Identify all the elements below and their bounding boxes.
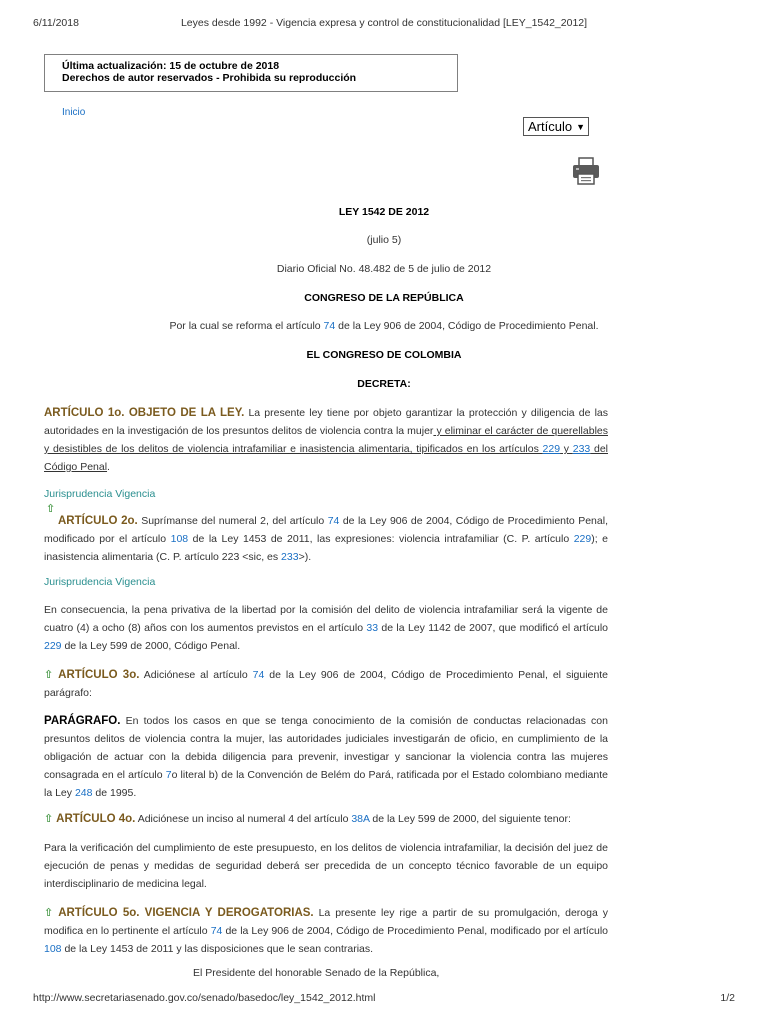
article-108-link[interactable]: 108: [170, 533, 189, 545]
article-74-link[interactable]: 74: [323, 320, 336, 332]
enactor-heading: EL CONGRESO DE COLOMBIA: [306, 349, 462, 361]
home-link[interactable]: Inicio: [62, 107, 86, 118]
article-1-heading: ARTÍCULO 1o. OBJETO DE LA LEY.: [44, 407, 245, 419]
update-notice-box: [44, 54, 458, 92]
up-arrow-icon[interactable]: ⇧: [44, 813, 54, 825]
article-33-link[interactable]: 33: [366, 622, 379, 634]
law-248-link[interactable]: 248: [74, 787, 93, 799]
article-233-link[interactable]: 233: [572, 443, 591, 455]
law-date: (julio 5): [366, 234, 402, 246]
article-74-link[interactable]: 74: [327, 515, 340, 527]
article-2: ARTÍCULO 2o. Suprímanse del numeral 2, del artículo 74 de la Ley 906 de 2004, Código de Procedimiento Penal, modificado por el artículo 108 de la Ley 1453 de 2011, las expresiones: violencia intrafamiliar (C. P. artículo 229); e inasistencia alimentaria (C. P. artículo 223 <sic, es 233>).: [44, 515, 608, 563]
print-header: [0, 17, 768, 31]
article-2-heading: ARTÍCULO 2o.: [58, 515, 138, 527]
page-number: 1/2: [720, 992, 735, 1004]
document-title: Leyes desde 1992 - Vigencia expresa y control de constitucionalidad [LEY_1542_2012]: [180, 17, 588, 29]
printer-icon[interactable]: [571, 156, 601, 186]
article-38a-link[interactable]: 38A: [351, 813, 370, 825]
senate-president-signature: El Presidente del honorable Senado de la República,: [193, 967, 440, 979]
up-arrow-icon[interactable]: ⇧: [44, 907, 54, 919]
article-3: ⇧ ARTÍCULO 3o. Adiciónese al artículo 74 de la Ley 906 de 2004, Código de Procedimiento Penal, el siguiente parágrafo:: [44, 669, 608, 699]
up-arrow-icon[interactable]: ⇧: [44, 669, 54, 681]
print-date: 6/11/2018: [33, 17, 79, 29]
article-5: ⇧ ARTÍCULO 5o. VIGENCIA Y DEROGATORIAS. La presente ley rige a partir de su promulgación, deroga y modifica en lo pertinente el artículo 74 de la Ley 906 de 2004, Código de Procedimiento Penal, modificado por el artículo 108 de la Ley 1453 de 2011 y las disposiciones que le sean contrarias.: [44, 907, 609, 955]
up-arrow-icon[interactable]: ⇧: [46, 503, 56, 515]
article-3-heading: ARTÍCULO 3o.: [58, 669, 140, 681]
article-7-link[interactable]: 7: [165, 769, 172, 781]
jurisprudence-link-2[interactable]: Jurisprudencia Vigencia: [44, 576, 156, 588]
decree-heading: DECRETA:: [357, 378, 411, 390]
article-108-link[interactable]: 108: [44, 943, 62, 955]
last-update: Última actualización: 15 de octubre de 2018: [62, 60, 280, 72]
article-229-link[interactable]: 229: [573, 533, 592, 545]
paragrafo-heading: PARÁGRAFO.: [44, 715, 121, 727]
article-5-heading: ARTÍCULO 5o. VIGENCIA Y DEROGATORIAS.: [58, 907, 314, 919]
article-4-heading: ARTÍCULO 4o.: [56, 813, 136, 825]
article-74-link[interactable]: 74: [210, 925, 223, 937]
article-233-link[interactable]: 233: [281, 551, 299, 563]
caret-down-icon: ▼: [576, 122, 585, 132]
official-gazette: Diario Oficial No. 48.482 de 5 de julio de 2012: [276, 263, 492, 275]
consequence-paragraph: En consecuencia, la pena privativa de la libertad por la comisión del delito de violencia intrafamiliar será la vigente de cuatro (4) a ocho (8) años con los aumentos previstos en el artículo 33 de la Ley 1142 de 2007, que modificó el artículo 229 de la Ley 599 de 2000, Código Penal.: [44, 604, 608, 652]
law-title: LEY 1542 DE 2012: [338, 206, 430, 218]
page-url: http://www.secretariasenado.gov.co/senado/basedoc/ley_1542_2012.html: [33, 992, 376, 1004]
copyright-notice: Derechos de autor reservados - Prohibida su reproducción: [62, 72, 357, 84]
article-74-link[interactable]: 74: [252, 669, 265, 681]
article-229-link[interactable]: 229: [542, 443, 561, 455]
jurisprudence-link-1[interactable]: Jurisprudencia Vigencia: [44, 488, 156, 500]
article-4: ⇧ ARTÍCULO 4o. Adiciónese un inciso al numeral 4 del artículo 38A de la Ley 599 de 2000, del siguiente tenor:: [44, 813, 571, 825]
issuer-heading: CONGRESO DE LA REPÚBLICA: [304, 292, 464, 304]
article-select-value: Artículo: [528, 119, 573, 134]
article-select[interactable]: [523, 117, 589, 136]
paragrafo: PARÁGRAFO. En todos los casos en que se tenga conocimiento de la comisión de conductas relacionadas con presuntos delitos de violencia contra la mujer, las autoridades judiciales investigarán de oficio, en cumplimiento de la obligación de actuar con la debida diligencia para prevenir, investigar y sancionar la violencia contra las mujeres consagrada en el artículo 7o literal b) de la Convención de Belém do Pará, ratificada por el Estado colombiano mediante la Ley 248 de 1995.: [44, 715, 608, 799]
article-1: ARTÍCULO 1o. OBJETO DE LA LEY. La presente ley tiene por objeto garantizar la protección y diligencia de las autoridades en la investigación de los presuntos delitos de violencia contra la mujer y eliminar el carácter de querellables y desistibles de los delitos de violencia intrafamiliar e inasistencia alimentaria, tipificados en los artículos 229 y 233 del Código Penal.: [44, 407, 608, 473]
law-summary: Por la cual se reforma el artículo 74 de la Ley 906 de 2004, Código de Procedimiento Penal.: [169, 320, 599, 332]
print-footer: [33, 992, 735, 1006]
inciso-paragraph: Para la verificación del cumplimiento de este presupuesto, en los delitos de violencia intrafamiliar, la decisión del juez de ejecución de penas y medidas de seguridad deberá ser precedida de un concepto técnico favorable de un equipo interdisciplinario de medicina legal.: [44, 842, 608, 890]
article-229-link[interactable]: 229: [44, 640, 62, 652]
